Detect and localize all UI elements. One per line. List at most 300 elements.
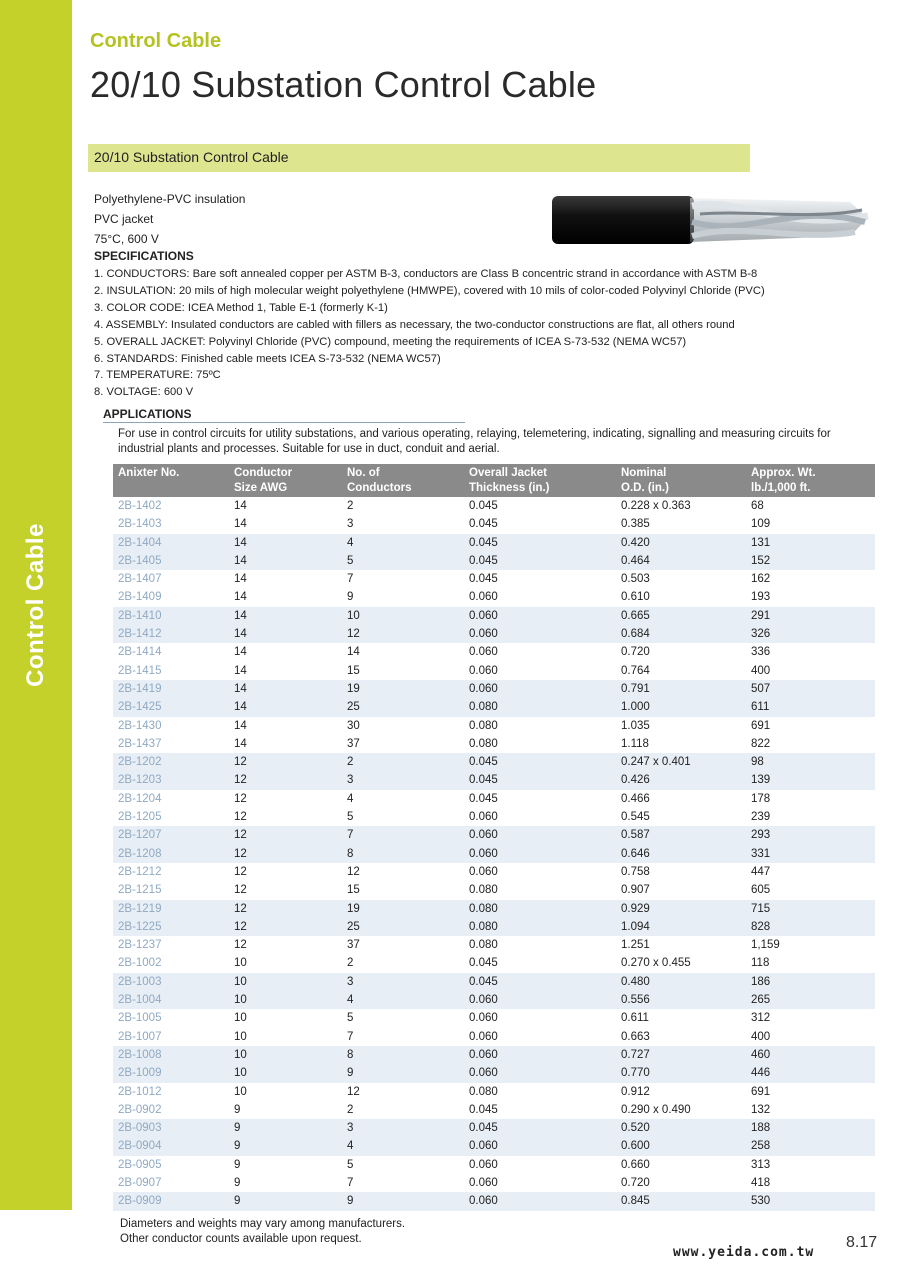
cell-conductor-size: 14 (234, 701, 247, 714)
footnote: Diameters and weights may vary among manufacturers. (120, 1218, 406, 1230)
spec-item: 7. TEMPERATURE: 75ºC (94, 369, 221, 382)
cell-approx-weight: 193 (751, 591, 771, 604)
cell-conductor-size: 14 (234, 591, 247, 604)
cell-conductor-size: 10 (234, 975, 247, 988)
cell-nominal-od: 0.764 (621, 664, 650, 677)
cell-approx-weight: 186 (751, 975, 771, 988)
table-row (113, 1174, 875, 1192)
section-title: 20/10 Substation Control Cable (94, 149, 289, 165)
cell-anixter-no: 2B-1204 (118, 792, 162, 805)
cell-nominal-od: 1.000 (621, 701, 650, 714)
cell-anixter-no: 2B-1207 (118, 829, 162, 842)
cell-anixter-no: 2B-1437 (118, 737, 162, 750)
table-row (113, 552, 875, 570)
cell-jacket-thickness: 0.060 (469, 1067, 498, 1080)
cell-no-of-conductors: 8 (347, 1048, 354, 1061)
cell-approx-weight: 68 (751, 500, 764, 512)
cell-approx-weight: 828 (751, 920, 771, 933)
applications-text: For use in control circuits for utility substations, and various operating, relaying, telemetering, indicating, signalling and measuring circuits for industrial plants and processes. Suitable for use in duct, conduit and aerial. (118, 428, 831, 455)
table-row (113, 497, 875, 515)
cell-conductor-size: 12 (234, 865, 247, 878)
cell-no-of-conductors: 12 (347, 628, 360, 641)
cell-no-of-conductors: 12 (347, 1085, 360, 1098)
cell-no-of-conductors: 5 (347, 811, 354, 824)
cell-anixter-no: 2B-1002 (118, 957, 162, 970)
cell-anixter-no: 2B-1430 (118, 719, 162, 732)
cell-conductor-size: 12 (234, 939, 247, 952)
cell-anixter-no: 2B-1407 (118, 573, 162, 586)
cell-jacket-thickness: 0.060 (469, 1176, 498, 1189)
cell-nominal-od: 0.464 (621, 554, 650, 567)
cell-conductor-size: 12 (234, 811, 247, 824)
cell-approx-weight: 139 (751, 774, 771, 787)
table-row (113, 753, 875, 771)
cell-nominal-od: 0.426 (621, 774, 650, 787)
cell-conductor-size: 9 (234, 1140, 241, 1153)
cell-jacket-thickness: 0.045 (469, 554, 498, 567)
cell-nominal-od: 0.720 (621, 1176, 650, 1189)
cell-nominal-od: 0.520 (621, 1122, 650, 1135)
cell-no-of-conductors: 9 (347, 591, 354, 604)
cell-jacket-thickness: 0.080 (469, 939, 498, 952)
cell-nominal-od: 0.665 (621, 609, 650, 622)
cell-jacket-thickness: 0.080 (469, 902, 498, 915)
footnotes (120, 1217, 405, 1246)
cell-nominal-od: 0.420 (621, 536, 650, 549)
table-row (113, 808, 875, 826)
table-row (113, 1137, 875, 1155)
cell-nominal-od: 0.684 (621, 628, 650, 641)
intro-rating: 75°C, 600 V (94, 232, 159, 246)
spec-item: 6. STANDARDS: Finished cable meets ICEA S-73-532 (NEMA WC57) (94, 352, 441, 365)
table-row (113, 588, 875, 606)
cell-nominal-od: 0.663 (621, 1030, 650, 1043)
cell-nominal-od: 0.610 (621, 591, 650, 604)
cell-approx-weight: 418 (751, 1176, 771, 1189)
cell-jacket-thickness: 0.045 (469, 1122, 498, 1135)
cell-jacket-thickness: 0.060 (469, 1012, 498, 1025)
cell-no-of-conductors: 5 (347, 1158, 354, 1171)
cell-conductor-size: 9 (234, 1103, 241, 1116)
cell-jacket-thickness: 0.060 (469, 865, 498, 878)
category-label: Control Cable (90, 30, 222, 52)
spec-item: 5. OVERALL JACKET: Polyvinyl Chloride (PVC) compound, meeting the requirements of ICEA S-73-532 (NEMA WC57) (94, 335, 687, 348)
cell-conductor-size: 12 (234, 847, 247, 860)
cell-anixter-no: 2B-1225 (118, 920, 162, 933)
cell-conductor-size: 12 (234, 774, 247, 787)
cell-approx-weight: 291 (751, 609, 771, 622)
cell-approx-weight: 162 (751, 573, 771, 586)
cell-jacket-thickness: 0.045 (469, 957, 498, 970)
cable-photo (550, 192, 870, 246)
cell-conductor-size: 14 (234, 500, 247, 512)
table-row (113, 1101, 875, 1119)
cell-conductor-size: 14 (234, 719, 247, 732)
cell-anixter-no: 2B-1219 (118, 902, 162, 915)
table-header (113, 464, 875, 497)
header-no-of-conductors: No. of Conductors (347, 467, 412, 494)
cell-no-of-conductors: 15 (347, 884, 360, 897)
table-row (113, 534, 875, 552)
cell-nominal-od: 0.247 x 0.401 (621, 756, 691, 769)
cell-conductor-size: 9 (234, 1195, 241, 1208)
cell-no-of-conductors: 4 (347, 536, 354, 549)
table-row (113, 1083, 875, 1101)
cell-no-of-conductors: 7 (347, 573, 354, 586)
table-row (113, 1028, 875, 1046)
cell-approx-weight: 131 (751, 536, 771, 549)
cell-no-of-conductors: 2 (347, 500, 354, 512)
cell-jacket-thickness: 0.080 (469, 737, 498, 750)
intro-jacket: PVC jacket (94, 212, 154, 226)
cell-no-of-conductors: 2 (347, 957, 354, 970)
cell-approx-weight: 400 (751, 1030, 771, 1043)
table-row (113, 1046, 875, 1064)
cell-approx-weight: 118 (751, 957, 770, 970)
cell-approx-weight: 822 (751, 737, 771, 750)
cell-no-of-conductors: 25 (347, 701, 360, 714)
cell-conductor-size: 14 (234, 554, 247, 567)
cell-conductor-size: 10 (234, 1085, 247, 1098)
cell-approx-weight: 178 (751, 792, 771, 805)
table-row (113, 570, 875, 588)
table-row (113, 826, 875, 844)
cell-jacket-thickness: 0.060 (469, 609, 498, 622)
table-row (113, 1119, 875, 1137)
cell-anixter-no: 2B-1205 (118, 811, 162, 824)
cell-no-of-conductors: 19 (347, 682, 360, 695)
cell-conductor-size: 12 (234, 920, 247, 933)
cell-anixter-no: 2B-0907 (118, 1176, 162, 1189)
cell-conductor-size: 10 (234, 957, 247, 970)
cell-no-of-conductors: 5 (347, 554, 354, 567)
cell-jacket-thickness: 0.060 (469, 682, 498, 695)
cell-jacket-thickness: 0.045 (469, 500, 498, 512)
spec-item: 3. COLOR CODE: ICEA Method 1, Table E-1 (formerly K-1) (94, 301, 388, 314)
cell-anixter-no: 2B-1012 (118, 1085, 162, 1098)
cell-anixter-no: 2B-1412 (118, 628, 162, 641)
cell-conductor-size: 9 (234, 1176, 241, 1189)
table-row (113, 954, 875, 972)
cell-anixter-no: 2B-1203 (118, 774, 162, 787)
table-row (113, 918, 875, 936)
cell-no-of-conductors: 8 (347, 847, 354, 860)
table-row (113, 643, 875, 661)
cell-nominal-od: 0.466 (621, 792, 650, 805)
website-url: www.yeida.com.tw (673, 1245, 815, 1260)
cell-anixter-no: 2B-1409 (118, 591, 162, 604)
cell-jacket-thickness: 0.060 (469, 847, 498, 860)
cell-nominal-od: 0.646 (621, 847, 650, 860)
cell-anixter-no: 2B-1202 (118, 756, 162, 769)
cell-nominal-od: 0.545 (621, 811, 650, 824)
header-anixter-no: Anixter No. (118, 467, 180, 479)
table-row (113, 845, 875, 863)
cell-jacket-thickness: 0.045 (469, 756, 498, 769)
table-row (113, 790, 875, 808)
cell-approx-weight: 400 (751, 664, 771, 677)
cell-approx-weight: 331 (751, 847, 771, 860)
cell-approx-weight: 447 (751, 865, 771, 878)
cell-anixter-no: 2B-1425 (118, 701, 162, 714)
cell-jacket-thickness: 0.045 (469, 573, 498, 586)
cell-jacket-thickness: 0.060 (469, 1140, 498, 1153)
page-title: 20/10 Substation Control Cable (90, 64, 597, 105)
table-row (113, 936, 875, 954)
cell-anixter-no: 2B-1003 (118, 975, 162, 988)
table-row (113, 881, 875, 899)
cell-nominal-od: 0.845 (621, 1195, 650, 1208)
cell-jacket-thickness: 0.060 (469, 1030, 498, 1043)
cell-jacket-thickness: 0.045 (469, 536, 498, 549)
cell-anixter-no: 2B-1208 (118, 847, 162, 860)
cell-approx-weight: 691 (751, 719, 771, 732)
cell-anixter-no: 2B-0905 (118, 1158, 162, 1171)
cell-nominal-od: 0.929 (621, 902, 650, 915)
cell-approx-weight: 507 (751, 682, 771, 695)
cell-conductor-size: 14 (234, 682, 247, 695)
footnote: Other conductor counts available upon request. (120, 1232, 362, 1245)
cell-conductor-size: 12 (234, 902, 247, 915)
table-row (113, 1156, 875, 1174)
cell-no-of-conductors: 19 (347, 902, 360, 915)
cell-conductor-size: 10 (234, 1012, 247, 1025)
cell-anixter-no: 2B-0909 (118, 1195, 162, 1208)
cell-nominal-od: 0.228 x 0.363 (621, 500, 691, 512)
table-row (113, 680, 875, 698)
cell-approx-weight: 109 (751, 518, 771, 531)
cell-conductor-size: 12 (234, 829, 247, 842)
cell-no-of-conductors: 15 (347, 664, 360, 677)
table-row (113, 735, 875, 753)
cell-jacket-thickness: 0.080 (469, 1085, 498, 1098)
spec-item: 2. INSULATION: 20 mils of high molecular weight polyethylene (HMWPE), covered with 10 mils of color-coded Polyvinyl Chloride (PVC) (94, 284, 765, 297)
cell-jacket-thickness: 0.045 (469, 774, 498, 787)
table-row (113, 973, 875, 991)
table-body (113, 497, 875, 1211)
cell-nominal-od: 0.720 (621, 646, 650, 659)
cell-nominal-od: 0.290 x 0.490 (621, 1103, 691, 1116)
cell-no-of-conductors: 3 (347, 518, 354, 531)
cell-nominal-od: 0.770 (621, 1067, 650, 1080)
intro-list (94, 189, 245, 249)
spec-item: 8. VOLTAGE: 600 V (94, 386, 194, 399)
cell-anixter-no: 2B-1419 (118, 682, 162, 695)
cell-anixter-no: 2B-1415 (118, 664, 162, 677)
cell-no-of-conductors: 2 (347, 756, 354, 769)
cell-anixter-no: 2B-1410 (118, 609, 162, 622)
cell-approx-weight: 132 (751, 1103, 771, 1116)
cell-conductor-size: 14 (234, 664, 247, 677)
applications-divider (103, 422, 465, 423)
intro-insulation: Polyethylene-PVC insulation (94, 192, 246, 206)
cell-jacket-thickness: 0.045 (469, 1103, 498, 1116)
cell-approx-weight: 446 (751, 1067, 771, 1080)
cell-jacket-thickness: 0.060 (469, 591, 498, 604)
cell-anixter-no: 2B-1004 (118, 994, 162, 1007)
cell-jacket-thickness: 0.060 (469, 1195, 498, 1208)
cell-conductor-size: 10 (234, 994, 247, 1007)
cell-nominal-od: 0.611 (621, 1012, 649, 1025)
cell-no-of-conductors: 30 (347, 719, 360, 732)
sidebar (0, 0, 72, 1210)
cell-approx-weight: 460 (751, 1048, 771, 1061)
cell-jacket-thickness: 0.045 (469, 975, 498, 988)
cell-conductor-size: 10 (234, 1048, 247, 1061)
cell-nominal-od: 0.912 (621, 1085, 650, 1098)
cell-approx-weight: 1,159 (751, 939, 780, 952)
cell-conductor-size: 14 (234, 573, 247, 586)
cell-approx-weight: 336 (751, 646, 771, 659)
cell-conductor-size: 14 (234, 518, 247, 531)
header-jacket-thickness: Overall Jacket Thickness (in.) (469, 467, 550, 494)
cell-conductor-size: 14 (234, 646, 247, 659)
spec-item: 1. CONDUCTORS: Bare soft annealed copper per ASTM B-3, conductors are Class B concentric strand in accordance with ASTM B-8 (94, 268, 758, 280)
cell-approx-weight: 312 (751, 1012, 771, 1025)
cell-approx-weight: 265 (751, 994, 771, 1007)
cell-approx-weight: 313 (751, 1158, 771, 1171)
cell-nominal-od: 0.791 (621, 682, 650, 695)
cell-jacket-thickness: 0.060 (469, 994, 498, 1007)
cell-anixter-no: 2B-1414 (118, 646, 162, 659)
cell-anixter-no: 2B-1405 (118, 554, 162, 567)
table-row (113, 771, 875, 789)
cell-anixter-no: 2B-0902 (118, 1103, 162, 1116)
cell-anixter-no: 2B-1215 (118, 884, 162, 897)
cell-nominal-od: 0.503 (621, 573, 650, 586)
table-row (113, 515, 875, 533)
cell-nominal-od: 1.035 (621, 719, 650, 732)
cell-conductor-size: 9 (234, 1122, 241, 1135)
cell-conductor-size: 10 (234, 1067, 247, 1080)
cell-anixter-no: 2B-1007 (118, 1030, 162, 1043)
table-row (113, 607, 875, 625)
cell-nominal-od: 1.118 (621, 737, 649, 750)
specifications-heading: SPECIFICATIONS (94, 249, 194, 263)
cell-nominal-od: 0.385 (621, 518, 650, 531)
table-row (113, 1064, 875, 1082)
cell-no-of-conductors: 25 (347, 920, 360, 933)
cell-no-of-conductors: 7 (347, 1030, 354, 1043)
table-row (113, 991, 875, 1009)
cell-jacket-thickness: 0.060 (469, 664, 498, 677)
cell-jacket-thickness: 0.060 (469, 829, 498, 842)
cell-no-of-conductors: 7 (347, 829, 354, 842)
table-row (113, 698, 875, 716)
cell-anixter-no: 2B-1402 (118, 500, 162, 512)
cell-jacket-thickness: 0.060 (469, 811, 498, 824)
cell-no-of-conductors: 3 (347, 1122, 354, 1135)
cell-conductor-size: 14 (234, 609, 247, 622)
cell-jacket-thickness: 0.060 (469, 628, 498, 641)
table-row (113, 900, 875, 918)
section-bar (88, 144, 750, 172)
cell-anixter-no: 2B-1212 (118, 865, 162, 878)
cell-no-of-conductors: 2 (347, 1103, 354, 1116)
table-row (113, 863, 875, 881)
cell-anixter-no: 2B-1237 (118, 939, 162, 952)
cell-anixter-no: 2B-1009 (118, 1067, 162, 1080)
cell-nominal-od: 0.600 (621, 1140, 650, 1153)
sidebar-label: Control Cable (22, 523, 49, 687)
cell-jacket-thickness: 0.080 (469, 884, 498, 897)
cell-approx-weight: 326 (751, 628, 771, 641)
table-row (113, 1009, 875, 1027)
applications-heading: APPLICATIONS (103, 407, 192, 421)
cell-nominal-od: 0.587 (621, 829, 650, 842)
cell-approx-weight: 605 (751, 884, 771, 897)
cell-no-of-conductors: 14 (347, 646, 360, 659)
cell-nominal-od: 0.556 (621, 994, 650, 1007)
cell-nominal-od: 0.727 (621, 1048, 650, 1061)
cell-nominal-od: 0.907 (621, 884, 650, 897)
cell-no-of-conductors: 4 (347, 792, 354, 805)
cell-jacket-thickness: 0.045 (469, 792, 498, 805)
cell-conductor-size: 12 (234, 756, 247, 769)
cell-no-of-conductors: 7 (347, 1176, 354, 1189)
cell-nominal-od: 1.094 (621, 920, 650, 933)
cell-jacket-thickness: 0.060 (469, 646, 498, 659)
cell-nominal-od: 1.251 (621, 939, 650, 952)
cell-nominal-od: 0.480 (621, 975, 650, 988)
cell-approx-weight: 691 (751, 1085, 771, 1098)
cell-approx-weight: 152 (751, 554, 771, 567)
cell-no-of-conductors: 37 (347, 939, 360, 952)
page-number: 8.17 (846, 1234, 878, 1251)
cell-approx-weight: 239 (751, 811, 771, 824)
cell-jacket-thickness: 0.060 (469, 1048, 498, 1061)
table-row (113, 1192, 875, 1210)
cell-jacket-thickness: 0.080 (469, 920, 498, 933)
cell-no-of-conductors: 5 (347, 1012, 354, 1025)
header-nominal-od: Nominal O.D. (in.) (621, 467, 669, 494)
cell-jacket-thickness: 0.045 (469, 518, 498, 531)
cell-anixter-no: 2B-0903 (118, 1122, 162, 1135)
cell-no-of-conductors: 9 (347, 1195, 354, 1208)
cell-no-of-conductors: 9 (347, 1067, 354, 1080)
cell-approx-weight: 530 (751, 1195, 771, 1208)
cell-no-of-conductors: 37 (347, 737, 360, 750)
cell-approx-weight: 98 (751, 756, 764, 769)
cell-approx-weight: 293 (751, 829, 771, 842)
cell-nominal-od: 0.270 x 0.455 (621, 957, 691, 970)
spec-item: 4. ASSEMBLY: Insulated conductors are cabled with fillers as necessary, the two-conductor constructions are flat, all others round (94, 318, 735, 331)
cell-no-of-conductors: 4 (347, 1140, 354, 1153)
cell-conductor-size: 9 (234, 1158, 241, 1171)
cell-jacket-thickness: 0.080 (469, 719, 498, 732)
cell-conductor-size: 14 (234, 628, 247, 641)
cell-approx-weight: 188 (751, 1122, 771, 1135)
cell-approx-weight: 715 (751, 902, 771, 915)
cell-anixter-no: 2B-1005 (118, 1012, 162, 1025)
header-approx-weight: Approx. Wt. lb./1,000 ft. (751, 467, 816, 494)
cell-nominal-od: 0.758 (621, 865, 650, 878)
table-row (113, 625, 875, 643)
cell-anixter-no: 2B-0904 (118, 1140, 162, 1153)
cell-conductor-size: 14 (234, 536, 247, 549)
cell-conductor-size: 14 (234, 737, 247, 750)
cell-conductor-size: 12 (234, 884, 247, 897)
cell-anixter-no: 2B-1403 (118, 518, 162, 531)
cell-jacket-thickness: 0.080 (469, 701, 498, 714)
cell-no-of-conductors: 10 (347, 609, 360, 622)
cell-conductor-size: 10 (234, 1030, 247, 1043)
table-row (113, 717, 875, 735)
table-row (113, 662, 875, 680)
specifications-list (94, 266, 765, 401)
cell-approx-weight: 258 (751, 1140, 771, 1153)
cell-no-of-conductors: 3 (347, 774, 354, 787)
